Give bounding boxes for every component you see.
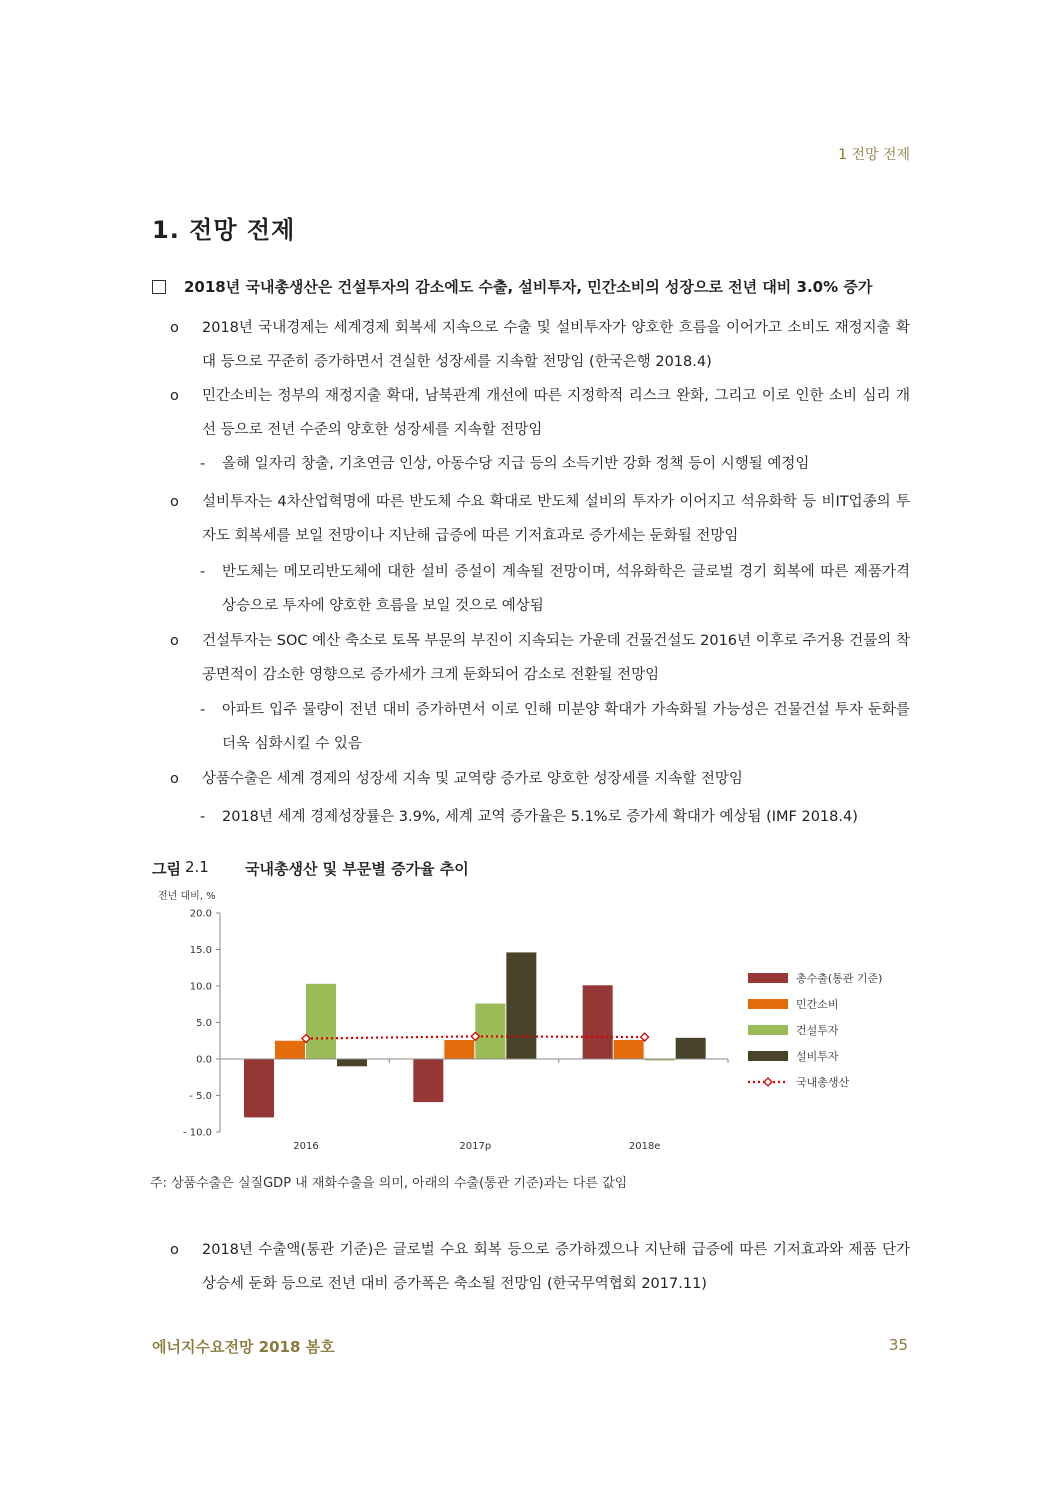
sub-bullet-item	[200, 447, 910, 481]
bullet-item	[170, 1233, 910, 1301]
legend-label: 설비투자	[796, 1050, 839, 1063]
bullet-mark: o	[170, 633, 179, 649]
legend-marker	[764, 1078, 772, 1086]
sub-bullet-text: 아파트 입주 물량이 전년 대비 증가하면서 이로 인해 미분양 확대가 가속화될 가능성은 건물건설 투자 둔화를 더욱 심화시킬 수 있음	[222, 702, 910, 752]
sub-bullet-mark: -	[200, 456, 206, 472]
legend-label: 건설투자	[796, 1024, 839, 1037]
bullet-mark: o	[170, 388, 179, 404]
sub-bullet-mark: -	[200, 702, 206, 718]
footer-publication: 에너지수요전망 2018 봄호	[152, 1338, 335, 1356]
figure-caption	[152, 858, 469, 879]
bar-총수출통관기준	[413, 1059, 443, 1102]
legend-swatch	[748, 999, 788, 1009]
figure-number: 2.1	[184, 858, 209, 876]
bar-총수출통관기준	[583, 985, 613, 1059]
y-tick-label: 20.0	[189, 908, 212, 920]
bullet-text: 설비투자는 4차산업혁명에 따른 반도체 수요 확대로 반도체 설비의 투자가 이어지고 석유화학 등 비IT업종의 투자도 회복세를 보일 전망이나 지난해 급증에 따른 기저효과로 증가세는 둔화될 전망임	[202, 494, 910, 544]
y-tick-label: 5.0	[196, 1018, 212, 1029]
sub-bullet-mark: -	[200, 809, 206, 825]
bar-총수출통관기준	[244, 1059, 274, 1117]
sub-bullet-text: 올해 일자리 창출, 기초연금 인상, 아동수당 지급 등의 소득기반 강화 정책 등이 시행될 예정임	[222, 456, 810, 472]
bar-설비투자	[506, 952, 536, 1059]
figure-label: 그림	[152, 860, 181, 878]
bullet-mark: o	[170, 320, 179, 336]
bullet-item	[170, 485, 910, 553]
legend-swatch	[748, 1051, 788, 1061]
legend-label: 총수출(통관 기준)	[796, 972, 883, 985]
sub-bullet-item	[200, 555, 910, 623]
bullet-item	[170, 624, 910, 692]
legend-swatch	[748, 973, 788, 983]
legend-swatch	[748, 1025, 788, 1035]
bullet-item	[170, 762, 910, 796]
bar-민간소비	[275, 1041, 305, 1059]
bullet-text: 민간소비는 정부의 재정지출 확대, 남북관계 개선에 따른 지정학적 리스크 완화, 그리고 이로 인한 소비 심리 개선 등으로 전년 수준의 양호한 성장세를 지속할 전망임	[202, 388, 910, 438]
y-tick-label: - 5.0	[189, 1091, 212, 1102]
sub-bullet-mark: -	[200, 564, 206, 580]
figure-title: 국내총생산 및 부문별 증가율 추이	[244, 860, 469, 878]
summary-text: 2018년 국내총생산은 건설투자의 감소에도 수출, 설비투자, 민간소비의 성장으로 전년 대비 3.0% 증가	[184, 278, 873, 296]
gdp-growth-chart	[150, 880, 910, 1170]
bullet-text: 2018년 국내경제는 세계경제 회복세 지속으로 수출 및 설비투자가 양호한 흐름을 이어가고 소비도 재정지출 확대 등으로 꾸준히 증가하면서 견실한 성장세를 지속할 전망임 (한국은행 2018.4)	[202, 320, 910, 370]
bar-설비투자	[676, 1038, 706, 1059]
sub-bullet-text: 반도체는 메모리반도체에 대한 설비 증설이 계속될 전망이며, 석유화학은 글로벌 경기 회복에 따른 제품가격 상승으로 투자에 양호한 흐름을 보일 것으로 예상됨	[222, 564, 910, 614]
bullet-mark: o	[170, 771, 179, 787]
bullet-mark: o	[170, 1242, 179, 1258]
x-tick-label: 2018e	[628, 1141, 661, 1152]
y-tick-label: 0.0	[196, 1054, 212, 1066]
legend-label: 민간소비	[796, 998, 839, 1011]
bullet-text: 건설투자는 SOC 예산 축소로 토목 부문의 부진이 지속되는 가운데 건물건설도 2016년 이후로 주거용 건물의 착공면적이 감소한 영향으로 증가세가 크게 둔화되어 감소로 전환될 전망임	[202, 633, 910, 683]
page-number: 35	[888, 1336, 908, 1354]
bar-민간소비	[444, 1040, 474, 1059]
sub-bullet-text: 2018년 세계 경제성장률은 3.9%, 세계 교역 증가율은 5.1%로 증가세 확대가 예상됨 (IMF 2018.4)	[222, 809, 858, 825]
legend-label: 국내총생산	[796, 1076, 850, 1089]
figure-note: 주: 상품수출은 실질GDP 내 재화수출을 의미, 아래의 수출(통관 기준)과는 다른 값임	[150, 1176, 628, 1191]
y-tick-label: - 10.0	[182, 1127, 212, 1139]
bullet-mark: o	[170, 494, 179, 510]
y-tick-label: 10.0	[189, 981, 212, 993]
sub-bullet-item	[200, 800, 910, 834]
bullet-text: 상품수출은 세계 경제의 성장세 지속 및 교역량 증가로 양호한 성장세를 지속할 전망임	[202, 771, 743, 787]
section-title: 1. 전망 전제	[152, 216, 296, 244]
bullet-item	[170, 311, 910, 379]
checkbox-icon	[152, 280, 166, 294]
summary-heading	[152, 276, 912, 297]
bar-건설투자	[306, 984, 336, 1059]
x-tick-label: 2016	[293, 1141, 319, 1152]
bar-민간소비	[614, 1040, 644, 1059]
gdp-point	[641, 1033, 649, 1041]
sub-bullet-item	[200, 693, 910, 761]
y-axis-label: 전년 대비, %	[158, 891, 216, 902]
bullet-text: 2018년 수출액(통관 기준)은 글로벌 수요 회복 등으로 증가하겠으나 지난해 급증에 따른 기저효과와 제품 단가 상승세 둔화 등으로 전년 대비 증가폭은 축소될 전망임 (한국무역협회 2017.11)	[202, 1242, 910, 1292]
bullet-item	[170, 379, 910, 447]
bar-건설투자	[475, 1004, 505, 1059]
y-tick-label: 15.0	[189, 945, 212, 956]
x-tick-label: 2017p	[459, 1141, 492, 1152]
bar-설비투자	[337, 1059, 367, 1066]
running-head: 1 전망 전제	[838, 147, 910, 163]
